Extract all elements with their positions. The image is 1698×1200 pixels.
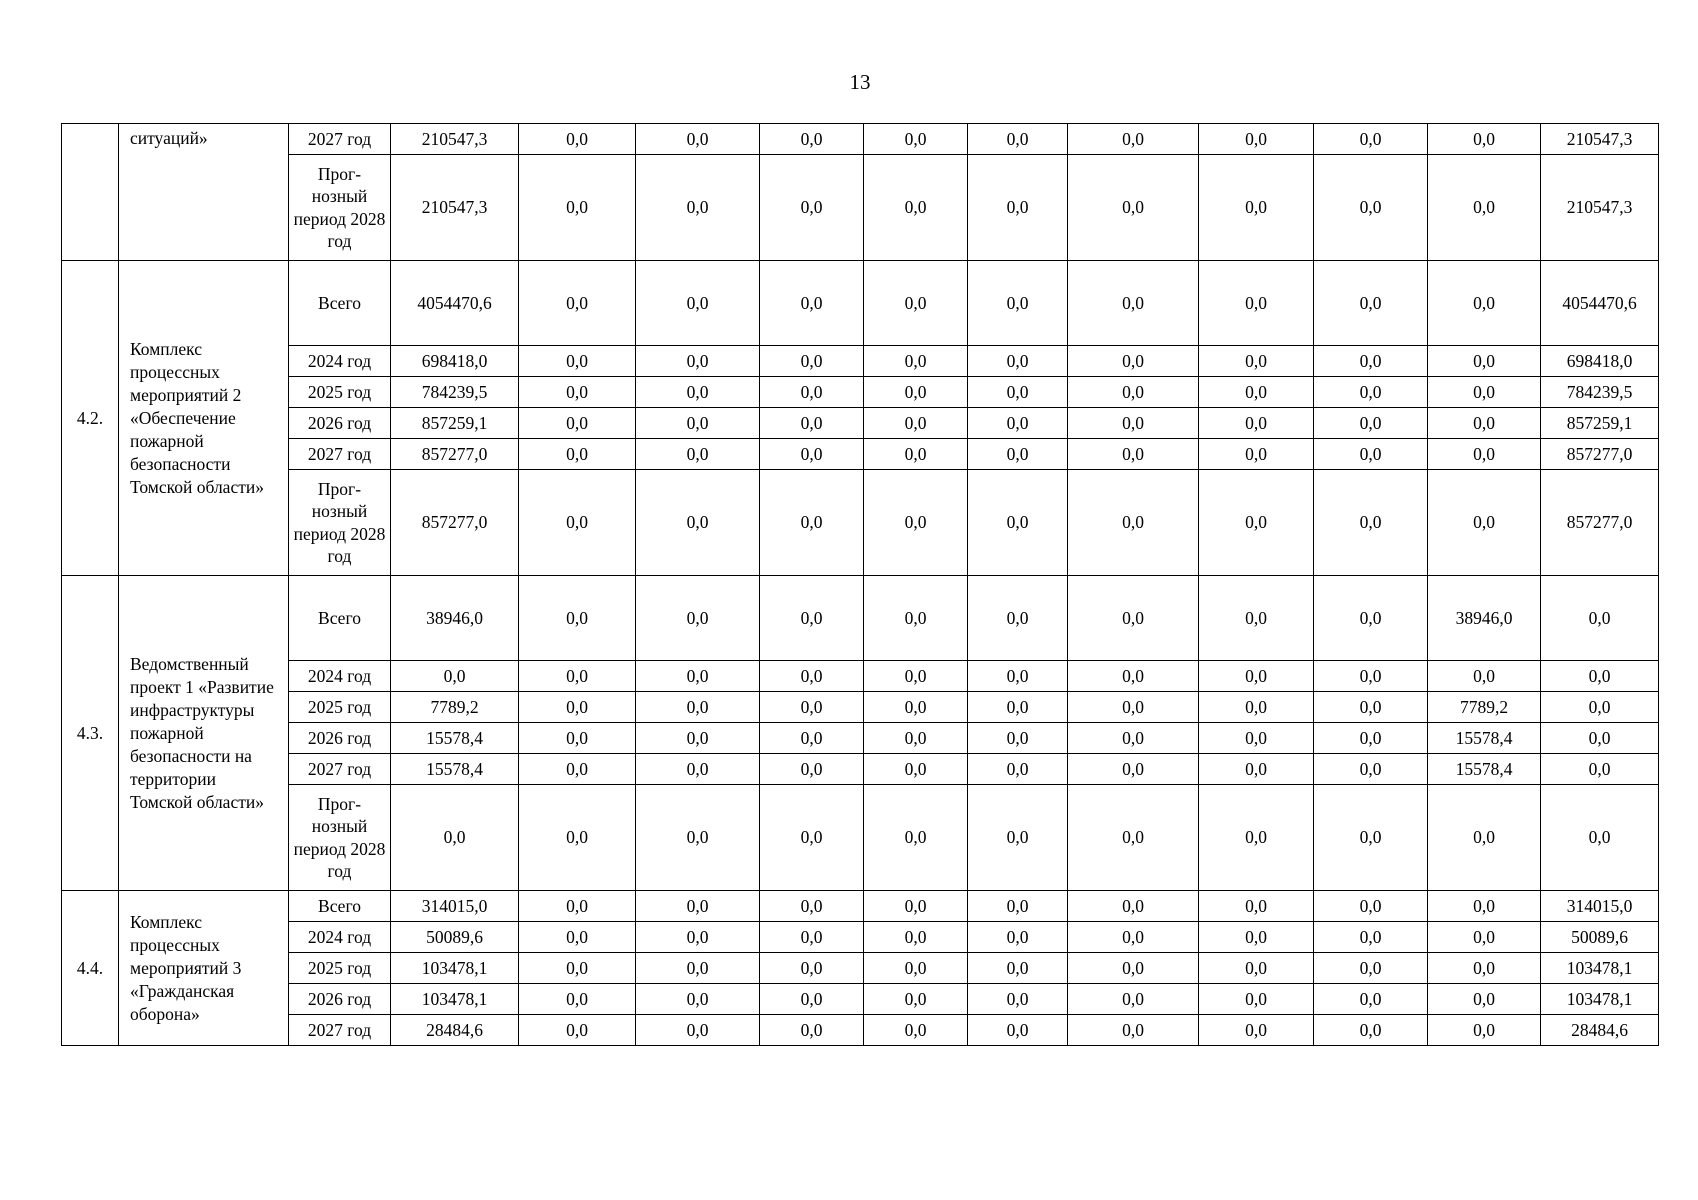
value-cell: 0,0: [760, 1015, 864, 1046]
value-cell: 0,0: [1199, 261, 1314, 346]
value-cell: 0,0: [636, 576, 760, 661]
value-cell: 0,0: [1428, 408, 1541, 439]
value-cell: 0,0: [968, 984, 1068, 1015]
table-row: [62, 754, 1659, 785]
table-row: [62, 661, 1659, 692]
value-cell: 0,0: [1314, 754, 1428, 785]
value-cell: 0,0: [1314, 408, 1428, 439]
value-cell: 15578,4: [1428, 723, 1541, 754]
period-cell: Всего: [289, 576, 391, 661]
period-cell: 2025 год: [289, 953, 391, 984]
value-cell: 50089,6: [391, 922, 519, 953]
value-cell: 0,0: [968, 953, 1068, 984]
value-cell: 0,0: [1428, 953, 1541, 984]
table-row: [62, 377, 1659, 408]
value-cell: 0,0: [1314, 891, 1428, 922]
value-cell: 0,0: [1068, 377, 1199, 408]
value-cell: 0,0: [864, 922, 968, 953]
value-cell: 0,0: [391, 785, 519, 891]
value-cell: 0,0: [864, 346, 968, 377]
value-cell: 0,0: [760, 754, 864, 785]
value-cell: 0,0: [1199, 576, 1314, 661]
value-cell: 0,0: [864, 891, 968, 922]
value-cell: 0,0: [1199, 470, 1314, 576]
value-cell: 0,0: [1541, 754, 1659, 785]
value-cell: 0,0: [1428, 785, 1541, 891]
period-cell: 2024 год: [289, 346, 391, 377]
value-cell: 0,0: [1068, 692, 1199, 723]
value-cell: 0,0: [760, 155, 864, 261]
value-cell: 0,0: [1068, 155, 1199, 261]
value-cell: 103478,1: [1541, 984, 1659, 1015]
value-cell: 0,0: [1068, 984, 1199, 1015]
value-cell: 0,0: [1068, 723, 1199, 754]
value-cell: 0,0: [864, 408, 968, 439]
value-cell: 0,0: [968, 470, 1068, 576]
period-cell: Всего: [289, 891, 391, 922]
value-cell: 0,0: [760, 377, 864, 408]
value-cell: 0,0: [1068, 953, 1199, 984]
value-cell: 0,0: [519, 1015, 636, 1046]
table-row: [62, 470, 1659, 576]
value-cell: 0,0: [968, 377, 1068, 408]
value-cell: 0,0: [1199, 155, 1314, 261]
value-cell: 38946,0: [391, 576, 519, 661]
value-cell: 0,0: [1199, 692, 1314, 723]
item-name: Ведомственный проект 1 «Развитие инфраструктуры пожарной безопасности на территории Томской области»: [119, 576, 289, 891]
value-cell: 0,0: [1428, 377, 1541, 408]
value-cell: 0,0: [1068, 891, 1199, 922]
value-cell: 210547,3: [1541, 155, 1659, 261]
value-cell: 0,0: [864, 661, 968, 692]
value-cell: 0,0: [519, 785, 636, 891]
value-cell: 38946,0: [1428, 576, 1541, 661]
value-cell: 0,0: [1068, 124, 1199, 155]
value-cell: 0,0: [760, 124, 864, 155]
value-cell: 0,0: [864, 1015, 968, 1046]
value-cell: 0,0: [519, 377, 636, 408]
value-cell: 0,0: [519, 261, 636, 346]
value-cell: 0,0: [760, 785, 864, 891]
value-cell: 857277,0: [1541, 439, 1659, 470]
value-cell: 0,0: [1428, 346, 1541, 377]
table-row: [62, 155, 1659, 261]
value-cell: 0,0: [1428, 984, 1541, 1015]
value-cell: 0,0: [1199, 346, 1314, 377]
value-cell: 0,0: [636, 922, 760, 953]
value-cell: 0,0: [864, 953, 968, 984]
value-cell: 0,0: [1314, 1015, 1428, 1046]
value-cell: 0,0: [519, 922, 636, 953]
value-cell: 0,0: [864, 692, 968, 723]
value-cell: 0,0: [864, 723, 968, 754]
financing-table: [61, 123, 1659, 1046]
value-cell: 0,0: [519, 984, 636, 1015]
item-number: 4.4.: [62, 891, 119, 1046]
value-cell: 0,0: [1068, 408, 1199, 439]
value-cell: 0,0: [760, 408, 864, 439]
value-cell: 857277,0: [391, 470, 519, 576]
value-cell: 0,0: [636, 261, 760, 346]
value-cell: 0,0: [968, 754, 1068, 785]
value-cell: 0,0: [1541, 785, 1659, 891]
value-cell: 0,0: [968, 439, 1068, 470]
table-row: [62, 576, 1659, 661]
value-cell: 0,0: [968, 661, 1068, 692]
value-cell: 0,0: [636, 124, 760, 155]
value-cell: 0,0: [391, 661, 519, 692]
value-cell: 0,0: [519, 891, 636, 922]
value-cell: 0,0: [1068, 1015, 1199, 1046]
value-cell: 0,0: [1199, 953, 1314, 984]
value-cell: 0,0: [1541, 723, 1659, 754]
value-cell: 15578,4: [1428, 754, 1541, 785]
value-cell: 0,0: [1428, 1015, 1541, 1046]
value-cell: 0,0: [1068, 754, 1199, 785]
value-cell: 0,0: [519, 439, 636, 470]
value-cell: 0,0: [864, 439, 968, 470]
value-cell: 0,0: [968, 785, 1068, 891]
value-cell: 857259,1: [1541, 408, 1659, 439]
value-cell: 15578,4: [391, 754, 519, 785]
value-cell: 7789,2: [391, 692, 519, 723]
value-cell: 0,0: [968, 891, 1068, 922]
table-row: [62, 723, 1659, 754]
value-cell: 0,0: [1314, 155, 1428, 261]
table-row: [62, 922, 1659, 953]
value-cell: 210547,3: [391, 124, 519, 155]
value-cell: 0,0: [864, 261, 968, 346]
value-cell: 0,0: [1428, 470, 1541, 576]
value-cell: 0,0: [519, 346, 636, 377]
period-cell: 2027 год: [289, 124, 391, 155]
value-cell: 0,0: [1314, 261, 1428, 346]
value-cell: 0,0: [519, 155, 636, 261]
value-cell: 0,0: [968, 408, 1068, 439]
value-cell: 314015,0: [391, 891, 519, 922]
value-cell: 0,0: [864, 124, 968, 155]
value-cell: 0,0: [1199, 377, 1314, 408]
table-row: [62, 408, 1659, 439]
value-cell: 0,0: [519, 692, 636, 723]
value-cell: 0,0: [760, 984, 864, 1015]
period-cell: 2024 год: [289, 922, 391, 953]
value-cell: 0,0: [1314, 922, 1428, 953]
table-row: [62, 124, 1659, 155]
value-cell: 0,0: [864, 155, 968, 261]
period-cell: 2027 год: [289, 439, 391, 470]
period-cell: 2024 год: [289, 661, 391, 692]
period-cell: 2026 год: [289, 723, 391, 754]
page-number: 13: [849, 70, 871, 94]
table-row: [62, 984, 1659, 1015]
value-cell: 0,0: [968, 261, 1068, 346]
value-cell: 0,0: [519, 124, 636, 155]
value-cell: 0,0: [864, 754, 968, 785]
value-cell: 0,0: [1199, 754, 1314, 785]
value-cell: 0,0: [1428, 661, 1541, 692]
value-cell: 0,0: [760, 692, 864, 723]
period-cell: 2025 год: [289, 377, 391, 408]
value-cell: 0,0: [1541, 576, 1659, 661]
value-cell: 857259,1: [391, 408, 519, 439]
value-cell: 0,0: [1068, 439, 1199, 470]
value-cell: 0,0: [636, 661, 760, 692]
value-cell: 0,0: [519, 953, 636, 984]
value-cell: 0,0: [1199, 439, 1314, 470]
value-cell: 0,0: [760, 261, 864, 346]
value-cell: 0,0: [636, 155, 760, 261]
value-cell: 0,0: [760, 723, 864, 754]
value-cell: 0,0: [1428, 891, 1541, 922]
value-cell: 4054470,6: [391, 261, 519, 346]
value-cell: 0,0: [1428, 155, 1541, 261]
value-cell: 0,0: [519, 754, 636, 785]
value-cell: 0,0: [1068, 922, 1199, 953]
item-name: Комплекс процессных мероприятий 3 «Гражданская оборона»: [119, 891, 289, 1046]
value-cell: 0,0: [1068, 261, 1199, 346]
value-cell: 857277,0: [1541, 470, 1659, 576]
value-cell: 0,0: [636, 346, 760, 377]
item-number: 4.2.: [62, 261, 119, 576]
value-cell: 0,0: [1314, 785, 1428, 891]
value-cell: 784239,5: [391, 377, 519, 408]
value-cell: 0,0: [1314, 576, 1428, 661]
value-cell: 0,0: [1314, 723, 1428, 754]
value-cell: 0,0: [636, 891, 760, 922]
period-cell: Прог-нозный период 2028 год: [289, 785, 391, 891]
value-cell: 103478,1: [1541, 953, 1659, 984]
value-cell: 0,0: [968, 692, 1068, 723]
value-cell: 0,0: [968, 124, 1068, 155]
table-row: [62, 891, 1659, 922]
value-cell: 0,0: [760, 470, 864, 576]
value-cell: 0,0: [1068, 470, 1199, 576]
table-row: [62, 439, 1659, 470]
value-cell: 0,0: [519, 408, 636, 439]
value-cell: 698418,0: [391, 346, 519, 377]
value-cell: 0,0: [1199, 785, 1314, 891]
value-cell: 0,0: [1199, 408, 1314, 439]
value-cell: 784239,5: [1541, 377, 1659, 408]
value-cell: 15578,4: [391, 723, 519, 754]
value-cell: 103478,1: [391, 953, 519, 984]
period-cell: 2027 год: [289, 754, 391, 785]
value-cell: 0,0: [760, 576, 864, 661]
item-name: Комплекс процессных мероприятий 2 «Обеспечение пожарной безопасности Томской области»: [119, 261, 289, 576]
period-cell: Прог-нозный период 2028 год: [289, 155, 391, 261]
value-cell: 0,0: [1199, 1015, 1314, 1046]
table-body: [62, 124, 1659, 1046]
value-cell: 0,0: [1428, 124, 1541, 155]
table-row: [62, 692, 1659, 723]
value-cell: 0,0: [1199, 984, 1314, 1015]
period-cell: 2026 год: [289, 984, 391, 1015]
table-row: [62, 1015, 1659, 1046]
value-cell: 0,0: [636, 470, 760, 576]
value-cell: 0,0: [519, 576, 636, 661]
value-cell: 0,0: [1314, 377, 1428, 408]
value-cell: 0,0: [968, 576, 1068, 661]
period-cell: 2026 год: [289, 408, 391, 439]
value-cell: 0,0: [760, 953, 864, 984]
table-row: [62, 346, 1659, 377]
value-cell: 0,0: [864, 785, 968, 891]
value-cell: 0,0: [1541, 661, 1659, 692]
value-cell: 0,0: [760, 439, 864, 470]
value-cell: 0,0: [636, 377, 760, 408]
value-cell: 0,0: [636, 754, 760, 785]
value-cell: 698418,0: [1541, 346, 1659, 377]
period-cell: Всего: [289, 261, 391, 346]
value-cell: 28484,6: [1541, 1015, 1659, 1046]
value-cell: 0,0: [760, 661, 864, 692]
value-cell: 0,0: [1314, 346, 1428, 377]
value-cell: 50089,6: [1541, 922, 1659, 953]
value-cell: 0,0: [968, 346, 1068, 377]
value-cell: 0,0: [1428, 922, 1541, 953]
value-cell: 0,0: [636, 692, 760, 723]
table-row: [62, 785, 1659, 891]
table-row: [62, 953, 1659, 984]
value-cell: 0,0: [636, 408, 760, 439]
value-cell: 4054470,6: [1541, 261, 1659, 346]
value-cell: 0,0: [864, 470, 968, 576]
value-cell: 0,0: [1068, 576, 1199, 661]
value-cell: 0,0: [760, 891, 864, 922]
value-cell: 0,0: [636, 1015, 760, 1046]
table-row: [62, 261, 1659, 346]
value-cell: 7789,2: [1428, 692, 1541, 723]
value-cell: 0,0: [968, 723, 1068, 754]
value-cell: 0,0: [968, 155, 1068, 261]
value-cell: 0,0: [864, 377, 968, 408]
value-cell: 0,0: [1314, 124, 1428, 155]
value-cell: 0,0: [1314, 692, 1428, 723]
value-cell: 0,0: [1314, 470, 1428, 576]
value-cell: 0,0: [1314, 661, 1428, 692]
value-cell: 28484,6: [391, 1015, 519, 1046]
value-cell: 0,0: [968, 922, 1068, 953]
value-cell: 0,0: [1199, 891, 1314, 922]
value-cell: 0,0: [760, 346, 864, 377]
value-cell: 0,0: [864, 984, 968, 1015]
value-cell: 210547,3: [1541, 124, 1659, 155]
value-cell: 857277,0: [391, 439, 519, 470]
period-cell: 2027 год: [289, 1015, 391, 1046]
item-name: ситуаций»: [119, 124, 289, 261]
value-cell: 0,0: [1068, 785, 1199, 891]
value-cell: 0,0: [519, 470, 636, 576]
value-cell: 0,0: [1199, 661, 1314, 692]
value-cell: 0,0: [968, 1015, 1068, 1046]
value-cell: 0,0: [1314, 984, 1428, 1015]
value-cell: 0,0: [1428, 261, 1541, 346]
value-cell: 0,0: [636, 953, 760, 984]
period-cell: 2025 год: [289, 692, 391, 723]
value-cell: 0,0: [519, 723, 636, 754]
value-cell: 210547,3: [391, 155, 519, 261]
value-cell: 0,0: [1068, 346, 1199, 377]
value-cell: 0,0: [1068, 661, 1199, 692]
value-cell: 0,0: [1541, 692, 1659, 723]
value-cell: 0,0: [1314, 953, 1428, 984]
value-cell: 0,0: [519, 661, 636, 692]
value-cell: 103478,1: [391, 984, 519, 1015]
value-cell: 0,0: [636, 439, 760, 470]
value-cell: 0,0: [1199, 124, 1314, 155]
value-cell: 0,0: [636, 723, 760, 754]
value-cell: 0,0: [1199, 723, 1314, 754]
value-cell: 0,0: [636, 984, 760, 1015]
value-cell: 0,0: [636, 785, 760, 891]
value-cell: 0,0: [1314, 439, 1428, 470]
value-cell: 0,0: [1428, 439, 1541, 470]
item-number: [62, 124, 119, 261]
period-cell: Прог-нозный период 2028 год: [289, 470, 391, 576]
value-cell: 0,0: [864, 576, 968, 661]
value-cell: 0,0: [760, 922, 864, 953]
value-cell: 314015,0: [1541, 891, 1659, 922]
item-number: 4.3.: [62, 576, 119, 891]
value-cell: 0,0: [1199, 922, 1314, 953]
